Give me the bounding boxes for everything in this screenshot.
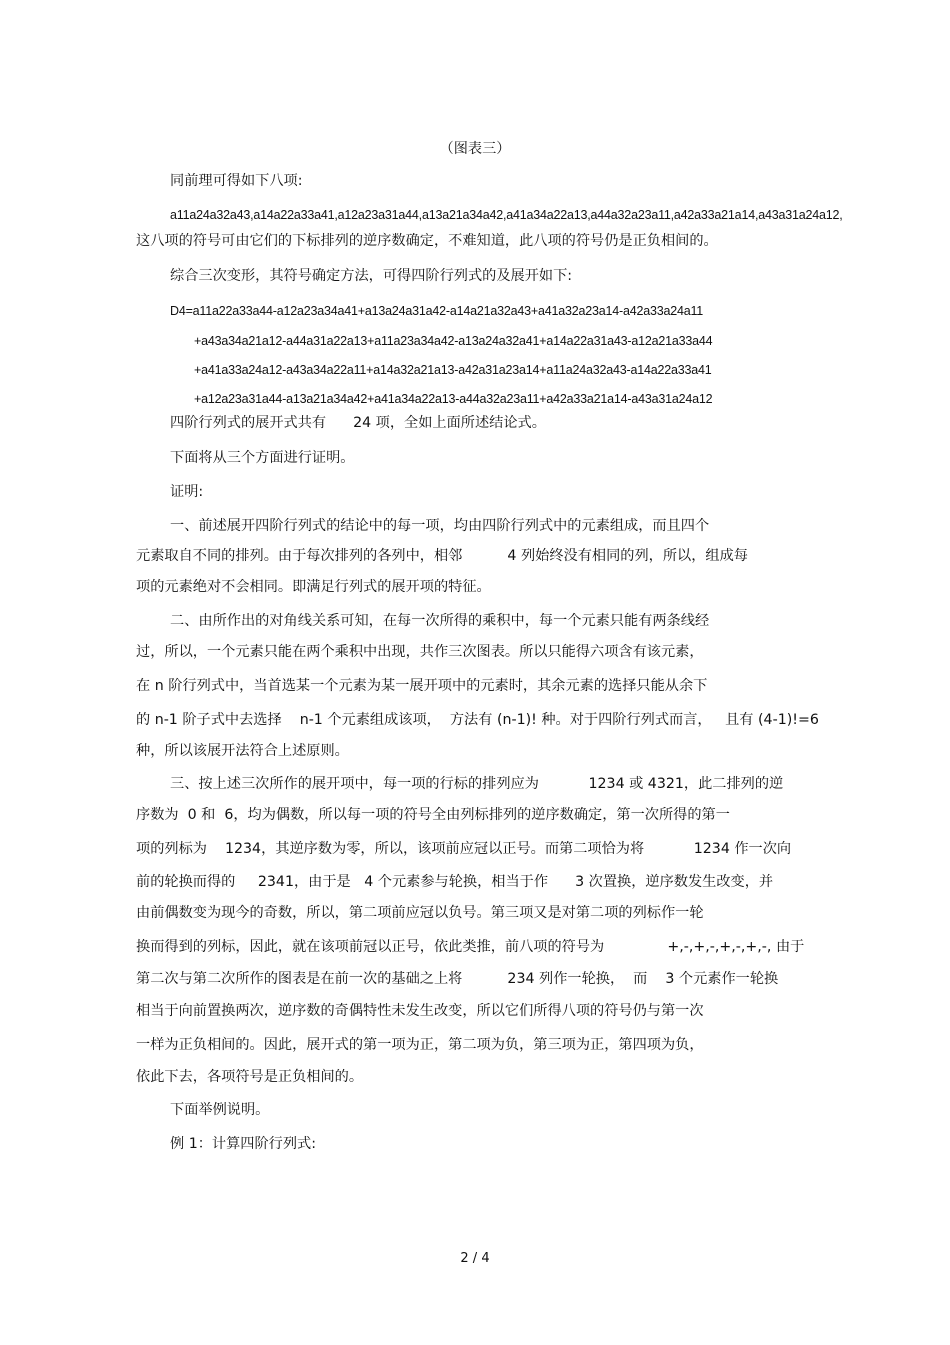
text-line: 一、前述展开四阶行列式的结论中的每一项，均由四阶行列式中的元素组成，而且四个	[170, 518, 710, 534]
text-line: 元素取自不同的排列。由于每次排列的各列中，相邻 4 列始终没有相同的列，所以，组成每	[136, 548, 748, 564]
determinant-formula-line: +a12a23a31a44-a13a21a34a42+a41a34a22a13-a44a32a23a11+a42a33a21a14-a43a31a24a12	[194, 392, 713, 406]
text-line: 证明:	[170, 484, 204, 500]
text-line: 项的列标为 1234，其逆序数为零，所以，该项前应冠以正号。而第二项恰为将 1234 作一次向	[136, 841, 792, 857]
text-line: 四阶行列式的展开式共有 24 项，全如上面所述结论式。	[170, 415, 546, 431]
text-line: 三、按上述三次所作的展开项中，每一项的行标的排列应为 1234 或 4321，此二排列的逆	[170, 776, 784, 792]
text-line: 一样为正负相间的。因此，展开式的第一项为正，第二项为负，第三项为正，第四项为负，	[136, 1037, 704, 1053]
text-line: 相当于向前置换两次，逆序数的奇偶特性未发生改变，所以它们所得八项的符号仍与第一次	[136, 1003, 704, 1019]
text-line: 同前理可得如下八项:	[170, 173, 303, 189]
text-line: 种，所以该展开法符合上述原则。	[136, 743, 349, 759]
text-line: 下面将从三个方面进行证明。	[170, 450, 355, 466]
determinant-formula-line: D4=a11a22a33a44-a12a23a34a41+a13a24a31a42-a14a21a32a43+a41a32a23a14-a42a33a24a11	[170, 304, 704, 318]
text-line: 序数为 0 和 6，均为偶数，所以每一项的符号全由列标排列的逆序数确定，第一次所得的第一	[136, 807, 730, 823]
text-line: 这八项的符号可由它们的下标排列的逆序数确定，不难知道，此八项的符号仍是正负相间的。	[136, 233, 718, 249]
text-line: 例 1：计算四阶行列式:	[170, 1136, 317, 1152]
page-number: 2 / 4	[460, 1251, 490, 1266]
figure-caption: （图表三）	[439, 141, 511, 157]
formula-line: a11a24a32a43,a14a22a33a41,a12a23a31a44,a13a21a34a42,a41a34a22a13,a44a32a23a11,a42a33a21a14,a43a31a24a12,	[170, 208, 843, 222]
text-line: 综合三次变形，其符号确定方法，可得四阶行列式的及展开如下:	[170, 268, 573, 284]
text-line: 项的元素绝对不会相同。即满足行列式的展开项的特征。	[136, 579, 491, 595]
text-line: 由前偶数变为现今的奇数，所以，第二项前应冠以负号。第三项又是对第二项的列标作一轮	[136, 905, 704, 921]
text-line: 二、由所作出的对角线关系可知，在每一次所得的乘积中，每一个元素只能有两条线经	[170, 613, 710, 629]
text-line: 过，所以，一个元素只能在两个乘积中出现，共作三次图表。所以只能得六项含有该元素，	[136, 644, 704, 660]
text-line: 第二次与第二次所作的图表是在前一次的基础之上将 234 列作一轮换， 而 3 个元素作一轮换	[136, 971, 779, 987]
text-line: 依此下去，各项符号是正负相间的。	[136, 1069, 364, 1085]
text-line: 在 n 阶行列式中，当首选某一个元素为某一展开项中的元素时，其余元素的选择只能从余下	[136, 678, 708, 694]
text-line: 下面举例说明。	[170, 1102, 270, 1118]
determinant-formula-line: +a41a33a24a12-a43a34a22a11+a14a32a21a13-a42a31a23a14+a11a24a32a43-a14a22a33a41	[194, 363, 712, 377]
text-line: 换而得到的列标，因此，就在该项前冠以正号，依此类推，前八项的符号为 +,-,+,-,+,-,+,-, 由于	[136, 939, 805, 955]
text-line: 的 n-1 阶子式中去选择 n-1 个元素组成该项， 方法有 (n-1)! 种。对于四阶行列式而言， 且有 (4-1)!=6	[136, 712, 819, 728]
text-line: 前的轮换而得的 2341，由于是 4 个元素参与轮换，相当于作 3 次置换，逆序数发生改变，并	[136, 874, 774, 890]
determinant-formula-line: +a43a34a21a12-a44a31a22a13+a11a23a34a42-a13a24a32a41+a14a22a31a43-a12a21a33a44	[194, 334, 713, 348]
